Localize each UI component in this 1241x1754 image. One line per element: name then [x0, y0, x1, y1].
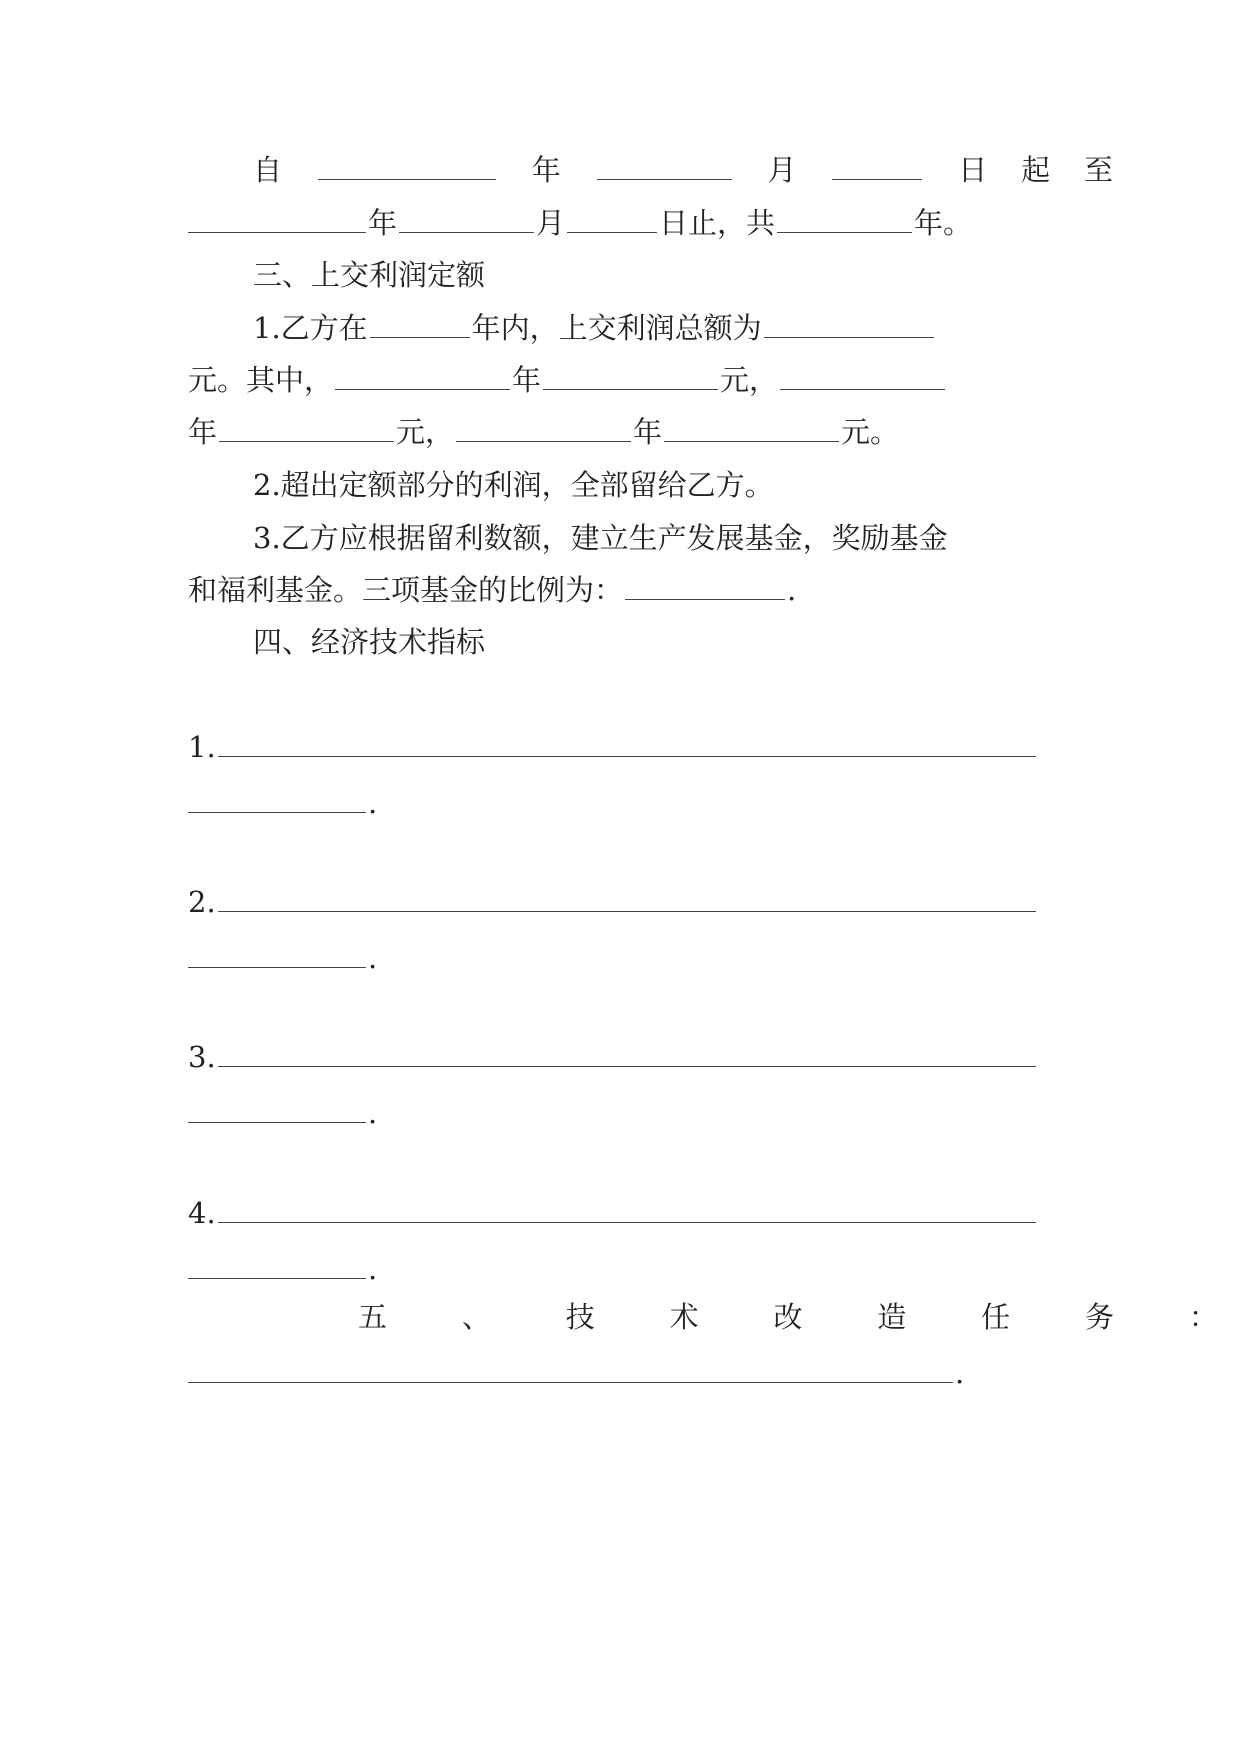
text-day: 日 — [958, 153, 988, 187]
text-zhi: 至 — [1083, 153, 1113, 187]
text-month: 月 — [767, 153, 797, 187]
section-5-char-1: 五 — [358, 1300, 388, 1334]
text-month-2: 月 — [536, 206, 566, 240]
indicator-3-blank-cont[interactable] — [188, 1098, 366, 1123]
indicator-4-blank[interactable] — [218, 1198, 1036, 1223]
indicator-2-line-a — [188, 882, 1048, 922]
item-3-1-line-b — [188, 360, 1048, 400]
section-5-char-3: 技 — [565, 1300, 595, 1334]
indicator-4-line-a — [188, 1193, 1048, 1233]
item-3-3-text-b: 和福利基金。三项基金的比例为： — [188, 573, 624, 607]
end-day-blank[interactable] — [567, 208, 657, 233]
end-month-blank[interactable] — [399, 208, 534, 233]
item-3-1-text-h: 年 — [633, 415, 663, 449]
indicator-1-number: 1. — [188, 730, 216, 764]
section-5-period: . — [955, 1356, 965, 1390]
year-2-blank-start[interactable] — [780, 365, 945, 390]
item-3-1-line-c — [188, 412, 1048, 452]
section-5-heading — [188, 1297, 1218, 1337]
fund-ratio-blank[interactable] — [625, 575, 785, 600]
section-5-char-9: ： — [1188, 1300, 1218, 1334]
item-3-1-text-c: 元。其中， — [188, 363, 334, 397]
text-year-2: 年 — [368, 206, 398, 240]
start-month-blank[interactable] — [597, 155, 732, 180]
indicator-4-blank-cont[interactable] — [188, 1254, 366, 1279]
section-5-char-7: 任 — [981, 1300, 1011, 1334]
year-1-blank[interactable] — [335, 365, 510, 390]
item-3-3-line-b — [188, 570, 1048, 610]
section-5-char-8: 务 — [1085, 1300, 1115, 1334]
year-3-blank[interactable] — [456, 417, 631, 442]
text-zi: 自 — [253, 153, 283, 187]
amount-3-blank[interactable] — [664, 417, 839, 442]
item-3-3-period: . — [787, 573, 797, 607]
section-5-char-4: 术 — [669, 1300, 699, 1334]
amount-1-blank[interactable] — [543, 365, 718, 390]
term-line-1 — [188, 150, 1113, 190]
item-3-1-text-i: 元。 — [841, 415, 900, 449]
indicator-3-line-a — [188, 1037, 1048, 1077]
item-3-1-text-b: 年内，上交利润总额为 — [471, 311, 762, 345]
start-day-blank[interactable] — [832, 155, 922, 180]
section-5-char-6: 造 — [877, 1300, 907, 1334]
indicator-2-blank[interactable] — [218, 887, 1036, 912]
text-year: 年 — [531, 153, 561, 187]
text-day-total: 日止，共 — [659, 206, 776, 240]
indicator-4-number: 4. — [188, 1196, 216, 1230]
item-3-1-line-a — [188, 308, 1113, 348]
indicator-3-line-b — [188, 1093, 1048, 1133]
item-3-2: 2.超出定额部分的利润，全部留给乙方。 — [253, 468, 774, 502]
indicator-4-period: . — [368, 1252, 378, 1286]
section-3-heading: 三、上交利润定额 — [253, 258, 486, 292]
indicator-1-blank-cont[interactable] — [188, 788, 366, 813]
start-year-blank[interactable] — [318, 155, 496, 180]
amount-2-blank[interactable] — [219, 417, 394, 442]
indicator-1-blank[interactable] — [218, 732, 1036, 757]
tech-renovation-blank[interactable] — [188, 1358, 953, 1383]
item-3-1-text-a: 1.乙方在 — [253, 311, 368, 345]
item-3-1-text-f: 年 — [188, 415, 218, 449]
indicator-4-line-b — [188, 1249, 1048, 1289]
indicator-3-number: 3. — [188, 1040, 216, 1074]
total-years-blank[interactable] — [777, 208, 912, 233]
section-5-line-b — [188, 1353, 1048, 1393]
indicator-1-line-b — [188, 783, 1048, 823]
years-blank[interactable] — [370, 313, 470, 338]
indicator-2-line-b — [188, 938, 1048, 978]
indicator-3-blank[interactable] — [218, 1042, 1036, 1067]
section-5-char-5: 改 — [773, 1300, 803, 1334]
section-5-char-2: 、 — [461, 1300, 491, 1334]
indicator-2-blank-cont[interactable] — [188, 943, 366, 968]
item-3-1-text-e: 元， — [720, 363, 779, 397]
item-3-1-text-g: 元， — [396, 415, 455, 449]
item-3-3-line-a: 3.乙方应根据留利数额，建立生产发展基金，奖励基金 — [253, 521, 948, 555]
term-line-2 — [188, 203, 1048, 243]
indicator-3-period: . — [368, 1096, 378, 1130]
indicator-1-line-a — [188, 727, 1048, 767]
end-year-blank[interactable] — [188, 208, 366, 233]
indicator-1-period: . — [368, 786, 378, 820]
indicator-2-period: . — [368, 941, 378, 975]
indicator-2-number: 2. — [188, 885, 216, 919]
text-qi: 起 — [1021, 153, 1051, 187]
section-4-heading: 四、经济技术指标 — [253, 625, 486, 659]
item-3-1-text-d: 年 — [512, 363, 542, 397]
total-profit-blank[interactable] — [764, 313, 934, 338]
text-year-end: 年。 — [914, 206, 973, 240]
